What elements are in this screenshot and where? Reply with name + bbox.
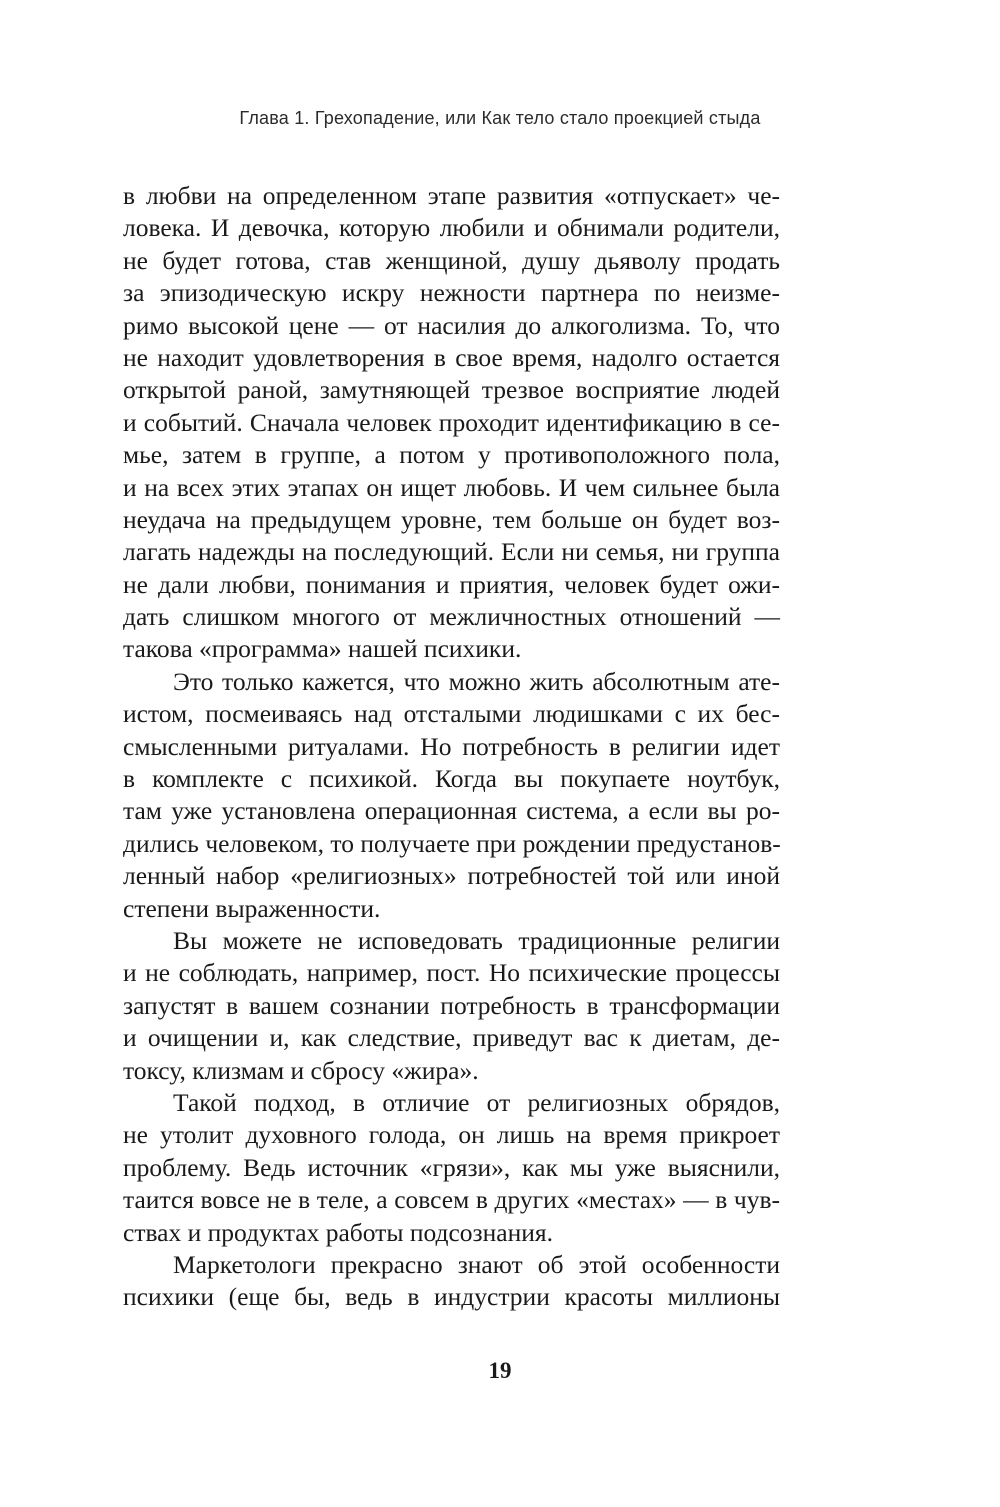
text-line: таится вовсе не в теле, а совсем в других «местах» — в чув- <box>123 1185 780 1215</box>
text-line: за эпизодическую искру нежности партнера по неизме- <box>123 278 780 308</box>
text-line: не будет готова, став женщиной, душу дьяволу продать <box>123 245 780 275</box>
text-line: и на всех этих этапах он ищет любовь. И чем сильнее была <box>123 472 780 502</box>
text-line: не находит удовлетворения в свое время, надолго остается <box>123 342 780 372</box>
text-line: дились человеком, то получаете при рождении предустанов- <box>123 828 781 858</box>
paragraph <box>123 925 780 1087</box>
text-line: Маркетологи прекрасно знают об этой особенности <box>173 1249 780 1279</box>
text-line: там уже установлена операционная система, а если вы ро- <box>123 796 780 826</box>
text-line: в комплекте с психикой. Когда вы покупаете ноутбук, <box>123 764 780 794</box>
text-line: мье, затем в группе, а потом у противоположного пола, <box>123 440 780 470</box>
text-line: такова «программа» нашей психики. <box>123 634 522 664</box>
text-line: проблему. Ведь источник «грязи», как мы уже выяснили, <box>123 1152 780 1182</box>
text-line: психики (еще бы, ведь в индустрии красоты миллионы <box>123 1282 780 1312</box>
paragraph <box>123 1087 780 1249</box>
paragraph <box>123 1249 780 1314</box>
text-line: и событий. Сначала человек проходит идентификацию в се- <box>123 407 780 437</box>
text-line: не утолит духовного голода, он лишь на время прикроет <box>123 1120 780 1150</box>
text-line: Это только кажется, что можно жить абсолютным ате- <box>173 666 780 696</box>
text-line: токсу, клизмам и сбросу «жира». <box>123 1055 479 1085</box>
running-head: Глава 1. Грехопадение, или Как тело стало проекцией стыда <box>239 108 761 128</box>
paragraph <box>123 180 780 666</box>
text-line: не дали любви, понимания и приятия, человек будет ожи- <box>123 569 780 599</box>
text-line: римо высокой цене — от насилия до алкоголизма. То, что <box>123 310 780 340</box>
text-line: Вы можете не исповедовать традиционные религии <box>173 925 780 955</box>
text-line: открытой раной, замутняющей трезвое восприятие людей <box>123 375 780 405</box>
text-line: ствах и продуктах работы подсознания. <box>123 1217 553 1247</box>
text-line: лагать надежды на последующий. Если ни семья, ни группа <box>123 537 780 567</box>
text-line: ловека. И девочка, которую любили и обнимали родители, <box>123 213 780 243</box>
text-line: запустят в вашем сознании потребность в трансформации <box>123 990 780 1020</box>
text-line: ленный набор «религиозных» потребностей той или иной <box>123 861 780 891</box>
body-text <box>123 180 780 1314</box>
text-line: и очищении и, как следствие, приведут вас к диетам, де- <box>123 1023 780 1053</box>
text-line: Такой подход, в отличие от религиозных обрядов, <box>173 1087 780 1117</box>
text-line: в любви на определенном этапе развития «отпускает» че- <box>123 181 780 210</box>
text-line: истом, посмеиваясь над отсталыми людишками с их бес- <box>123 699 780 729</box>
text-line: степени выраженности. <box>123 893 381 923</box>
paragraph <box>123 666 780 925</box>
page-number: 19 <box>488 1358 512 1383</box>
text-line: и не соблюдать, например, пост. Но психические процессы <box>123 958 780 988</box>
text-line: смысленными ритуалами. Но потребность в религии идет <box>123 731 780 761</box>
text-line: неудача на предыдущем уровне, тем больше он будет воз- <box>123 504 780 534</box>
text-line: дать слишком многого от межличностных отношений — <box>123 602 780 632</box>
